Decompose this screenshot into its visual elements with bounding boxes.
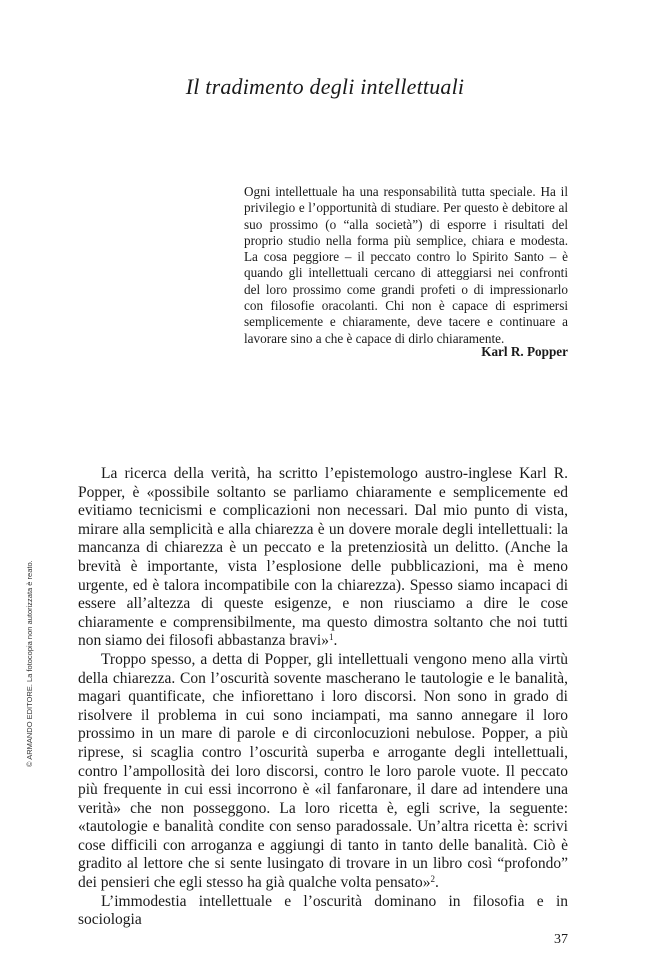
footnote-ref[interactable]: 2 (430, 874, 436, 885)
paragraph-text: La ricerca della verità, ha scritto l’epistemologo austro-inglese Karl R. Popper, è «possibile soltanto se parliamo chiaramente e semplicemente ed evitiamo tecnicismi e complicazioni non necessari. Dal mio punto di vista, mirare alla semplicità e alla chiarezza è un dovere morale degli intellettuali: la mancanza di chiarezza è un peccato e la pretenziosità un delitto. (Anche la brevità è importante, vista l’esplosione delle pubblicazioni, ma è meno urgente, ed è talora incompatibile con la chiarezza). Spesso siamo incapaci di essere all’altezza di queste esigenze, e non riusciamo a dire le cose chiaramente e comprensibilmente, ma questo dimostra soltanto che noi tutti non siamo dei filosofi abbastanza bravi» (78, 465, 568, 650)
page-number: 37 (554, 932, 568, 947)
paragraph-text: Troppo spesso, a detta di Popper, gli intellettuali vengono meno alla virtù della chiarezza. Con l’oscurità sovente mascherano le tautologie e le banalità, magari quantificate, che infiorettano i loro discorsi. Non sono in grado di risolvere il problema in cui sono inciampati, ma sanno annegare il loro prossimo in un mare di parole e di circonlocuzioni nebulose. Popper, a più riprese, si scaglia contro l’oscurità superba e arrogante degli intellettuali, contro l’ampollosità dei loro discorsi, contro le loro parole vuote. Il peccato più frequente in cui essi incorrono è «il fanfaronare, il dare ad intendere una verità» che non posseggono. La loro ricetta è, egli scrive, la seguente: «tautologie e banalità condite con senso paradossale. Un’altra ricetta è: scrivi cose difficili con arroganza e aggiungi di tanto in tanto delle banalità. Ciò è gradito al lettore che si sente lusingato di trovare in un libro così “profondo” dei pensieri che egli stesso ha già qualche volta pensato» (78, 650, 568, 892)
paragraph: La ricerca della verità, ha scritto l’epistemologo austro-inglese Karl R. Popper, è «possibile soltanto se parliamo chiaramente e semplicemente ed evitiamo tecnicismi e complicazioni non necessari. Dal mio punto di vista, mirare alla semplicità e alla chiarezza è un dovere morale degli intellettuali: la mancanza di chiarezza è un peccato e la pretenziosità un delitto. (Anche la brevità è importante, vista l’esplosione delle pubblicazioni, ma è meno urgente, ed è talora incompatibile con la chiarezza). Spesso siamo incapaci di essere all’altezza di queste esigenze, e non riusciamo a dire le cose chiaramente e comprensibilmente, ma questo dimostra soltanto che noi tutti non siamo dei filosofi abbastanza bravi»$^1$. (78, 465, 568, 650)
epigraph-author: Karl R. Popper (481, 344, 568, 359)
epigraph-quote: Ogni intellettuale ha una responsabilità tutta speciale. Ha il privilegio e l’opportunità di studiare. Per questo è debitore al suo prossimo (o “alla società”) di esporre i risultati del proprio studio nella forma più semplice, chiara e modesta. La cosa peggiore – il peccato contro lo Spirito Santo – è quando gli intellettuali cercano di atteggiarsi nei confronti del loro prossimo come grandi profeti o di impressionarlo con filosofie oracolanti. Chi non è capace di esprimersi semplicemente e chiaramente, deve tacere e continuare a lavorare sino a che è capace di dirlo chiaramente. (244, 184, 568, 346)
paragraph-end: . (435, 874, 439, 892)
body-text (78, 465, 568, 930)
copyright-side-note: © ARMANDO EDITORE. La fotocopia non autorizzata è reato. (25, 560, 34, 767)
footnote-ref[interactable]: 1 (328, 632, 334, 643)
chapter-title: Il tradimento degli intellettuali (185, 74, 465, 99)
paragraph (78, 893, 568, 930)
paragraph-text: L’immodestia intellettuale e l’oscurità dominano in filosofia e in sociologia (78, 892, 568, 929)
paragraph (78, 651, 568, 893)
